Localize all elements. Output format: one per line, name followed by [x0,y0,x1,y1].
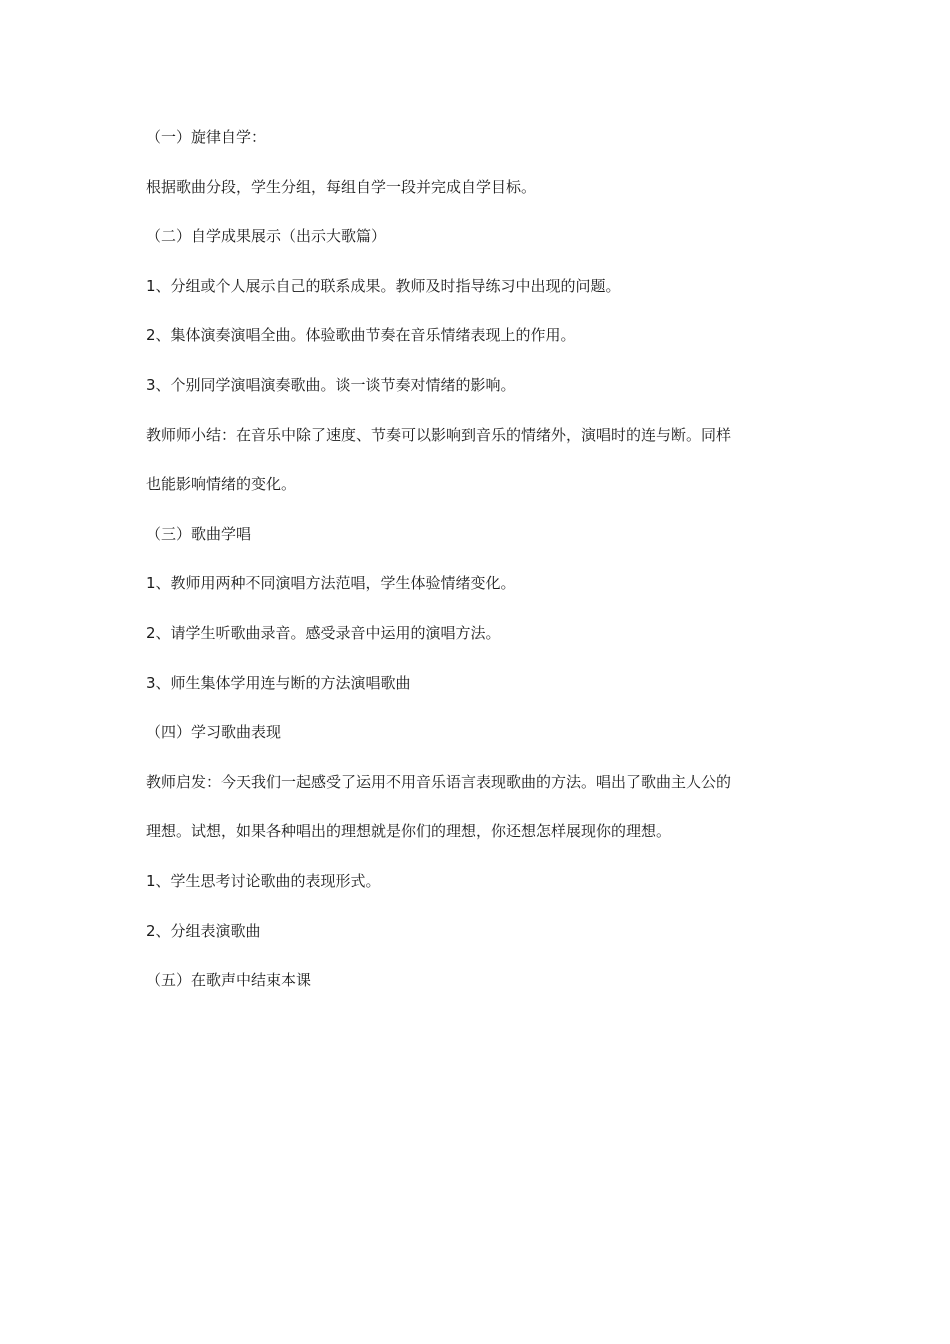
list-item: 1、学生思考讨论歌曲的表现形式。 [146,871,381,890]
list-item: 1、分组或个人展示自己的联系成果。教师及时指导练习中出现的问题。 [146,276,621,295]
list-item: 3、师生集体学用连与断的方法演唱歌曲 [146,673,411,692]
paragraph-line: 教师启发：今天我们一起感受了运用不用音乐语言表现歌曲的方法。唱出了歌曲主人公的 [146,772,732,791]
heading-closing: （五）在歌声中结束本课 [146,971,312,990]
heading-song-learning: （三）歌曲学唱 [146,524,252,543]
heading-results-display: （二）自学成果展示（出示大歌篇） [146,227,387,246]
list-item: 1、教师用两种不同演唱方法范唱，学生体验情绪变化。 [146,574,516,593]
paragraph-line: 也能影响情绪的变化。 [146,475,297,494]
paragraph-line: 根据歌曲分段，学生分组，每组自学一段并完成自学目标。 [146,177,537,196]
paragraph-line: 教师师小结：在音乐中除了速度、节奏可以影响到音乐的情绪外，演唱时的连与断。同样 [146,425,732,444]
list-item: 3、个别同学演唱演奏歌曲。谈一谈节奏对情绪的影响。 [146,375,516,394]
paragraph-line: 理想。试想，如果各种唱出的理想就是你们的理想，你还想怎样展现你的理想。 [146,822,672,841]
document-body [146,122,811,1015]
heading-song-performance: （四）学习歌曲表现 [146,723,282,742]
list-item: 2、分组表演歌曲 [146,921,261,940]
heading-melody-self-study: （一）旋律自学： [146,128,267,146]
list-item: 2、集体演奏演唱全曲。体验歌曲节奏在音乐情绪表现上的作用。 [146,326,576,345]
list-item: 2、请学生听歌曲录音。感受录音中运用的演唱方法。 [146,623,501,642]
